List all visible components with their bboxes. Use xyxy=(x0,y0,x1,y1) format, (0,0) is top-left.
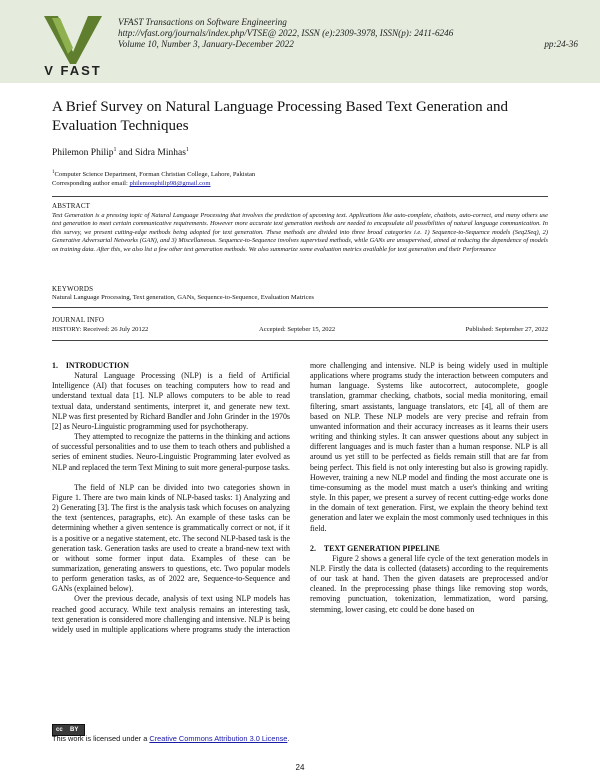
right-column xyxy=(310,361,548,615)
journal-volume: Volume 10, Number 3, January-December 2022 xyxy=(118,39,294,49)
license-notice: This work is licensed under a Creative Commons Attribution 3.0 License. xyxy=(52,734,290,743)
svg-text:V FAST: V FAST xyxy=(44,63,102,76)
keywords-label: KEYWORDS xyxy=(52,285,94,293)
author-line: Philemon Philip$^1$ and Sidra Minhas$^1$ xyxy=(52,147,189,159)
received-date: HISTORY: Received: 26 July 20122 xyxy=(52,326,149,333)
paragraph: Natural Language Processing (NLP) is a field of Artificial Intelligence (AI) that focuses on teaching computers how to read and understand textual data [1]. NLP allows computers to be able to read textual data, understand sentiments, interpret it, and generate new text. NLP was first presented by Richard Bandler and John Grinder in the 1970s [2] as Neuro-Linguistic programming used for psychotherapy. xyxy=(52,371,290,431)
paragraph-continued: more challenging and intensive. NLP is being widely used in multiple applications where programs study the interaction between computers and human language. Systems like autocorrect, autocomplete, google translation, grammar checking, chatbots, social media monitoring, email filtering, smart assistants, language translators, etc [4], all of them are based on NLP. These NLP models are very precise and refrain from unwanted information and their accuracy increases as it learns their users writing and thinking styles. It can answer questions about any subject in different languages and is much faster than a human response. NLP is all around us yet still to be perfected as fields remain still that are far from being perfect. This field is not only interesting but also is growing rapidly. However, training a new NLP model and finding the most accurate one is time-consuming as the model must match a user's thinking and writing style. In this paper, we present a survey of recent cutting-edge works done in the domain of text generation. First, we explain the theory behind text generation and later we explain the most commonly used techniques in this field. xyxy=(310,361,548,533)
paragraph: They attempted to recognize the patterns in the thinking and actions of successful personalities and to use them to teach others and published a series of eminent studies. Neuro-Linguistic Programming later evolved as NLP and replaced the term Text Mining to suit more general-purpose tasks. xyxy=(52,432,290,472)
paragraph: Figure 2 shows a general life cycle of the text generation models in NLP. Firstly the data is collected (datasets) according to the requirements of our task at hand. Then the given datasets are preprocessed and/or cleaned. In the preprocessing phase things like removing stop words, removing punctuation, tokenization, lemmatization, word parsing, stemming, lower casing, etc could be done based on xyxy=(310,553,548,614)
paragraph: The field of NLP can be divided into two categories shown in Figure 1. There are two main kinds of NLP-based tasks: 1) Analyzing and 2) Generating [3]. The first is the analysis task which focuses on analyzing the text (sentences, paragraphs, etc). An example of these tasks can be determining whether a given sentence is grammatically correct or not, if it is a positive or a negative statement, etc. The second NLP-based task is the generation task. Generation tasks are used to create a brand-new text with or without some former input data. Examples of these can be summarization, generating answers to questions, etc. Two popular models to perform generation tasks, as of 2022 are, Sequence-to-Sequence and GANs (explained below). xyxy=(52,482,290,594)
section-heading-pipeline: 2. TEXT GENERATION PIPELINE xyxy=(310,543,440,553)
published-date: Published: September 27, 2022 xyxy=(465,326,548,333)
author-2: Sidra Minhas xyxy=(134,148,186,159)
journal-info-label: JOURNAL INFO xyxy=(52,316,105,324)
abstract-text: Text Generation is a pressing topic of Natural Language Processing that involves the prediction of upcoming text. Applications like auto-complete, chatbots, auto-correct, and many others use text generation to meet certain communicative requirements. However more accurate text generation methods are needed to encapsulate all possibilities of natural language communication. In this survey, we present cutting-edge methods being adopted for text generation. These methods are divided into three broad categories i.e. 1) Sequence-to-Sequence models (Seq2Seq), 2) Generative Adversarial Networks (GAN), and 3) Miscellaneous. Sequence-to-Sequence involves supervised methods, while GANs are unsupervised, aimed at reducing the dependence of models on training data. After this, we also list a few other text generation methods. We also summarize some evaluation metrics available for text generation and their Performance xyxy=(52,212,548,253)
article-title: A Brief Survey on Natural Language Processing Based Text Generation and Evaluation Techniques xyxy=(52,99,509,134)
paragraph: Over the previous decade, analysis of text using NLP models has reached good accuracy. While text analysis remains an interesting task, text generation is considered more challenging and intensive. NLP is being widely used in multiple applications where programs study the interaction xyxy=(52,594,290,634)
section-heading-introduction: 1. INTRODUCTION xyxy=(52,361,129,370)
left-column xyxy=(52,361,290,634)
journal-name: VFAST Transactions on Software Engineering xyxy=(118,17,287,27)
accepted-date: Accepted: Septeber 15, 2022 xyxy=(259,326,336,333)
affiliation: Computer Science Department, Forman Christian College, Lahore, Pakistan xyxy=(54,171,256,179)
author-1: Philemon Philip xyxy=(52,148,114,159)
journal-header xyxy=(0,0,600,83)
corresponding-email-link[interactable]: philemonphilip98@gmail.com xyxy=(129,180,211,188)
page-range: pp:24-36 xyxy=(544,39,578,49)
license-link[interactable]: Creative Commons Attribution 3.0 License xyxy=(149,734,288,743)
cc-by-badge[interactable]: cc BY xyxy=(52,724,85,736)
journal-info-block xyxy=(118,17,578,50)
divider xyxy=(52,307,548,308)
divider xyxy=(52,340,548,341)
divider xyxy=(52,196,548,197)
affiliation-block: $^1$Computer Science Department, Forman Christian College, Lahore, Pakistan Corresponding author email: philemonphilip98@gmail.com xyxy=(52,170,256,188)
journal-url-issn: http://vfast.org/journals/index.php/VTSE@ 2022, ISSN (e):2309-3978, ISSN(p): 2411-6246 xyxy=(118,28,454,38)
abstract-label: ABSTRACT xyxy=(52,202,91,210)
keywords-text: Natural Language Processing, Text generation, GANs, Sequence-to-Sequence, Evaluation Matrices xyxy=(52,294,314,301)
page-number: 24 xyxy=(295,763,305,772)
vfast-logo xyxy=(38,14,108,76)
